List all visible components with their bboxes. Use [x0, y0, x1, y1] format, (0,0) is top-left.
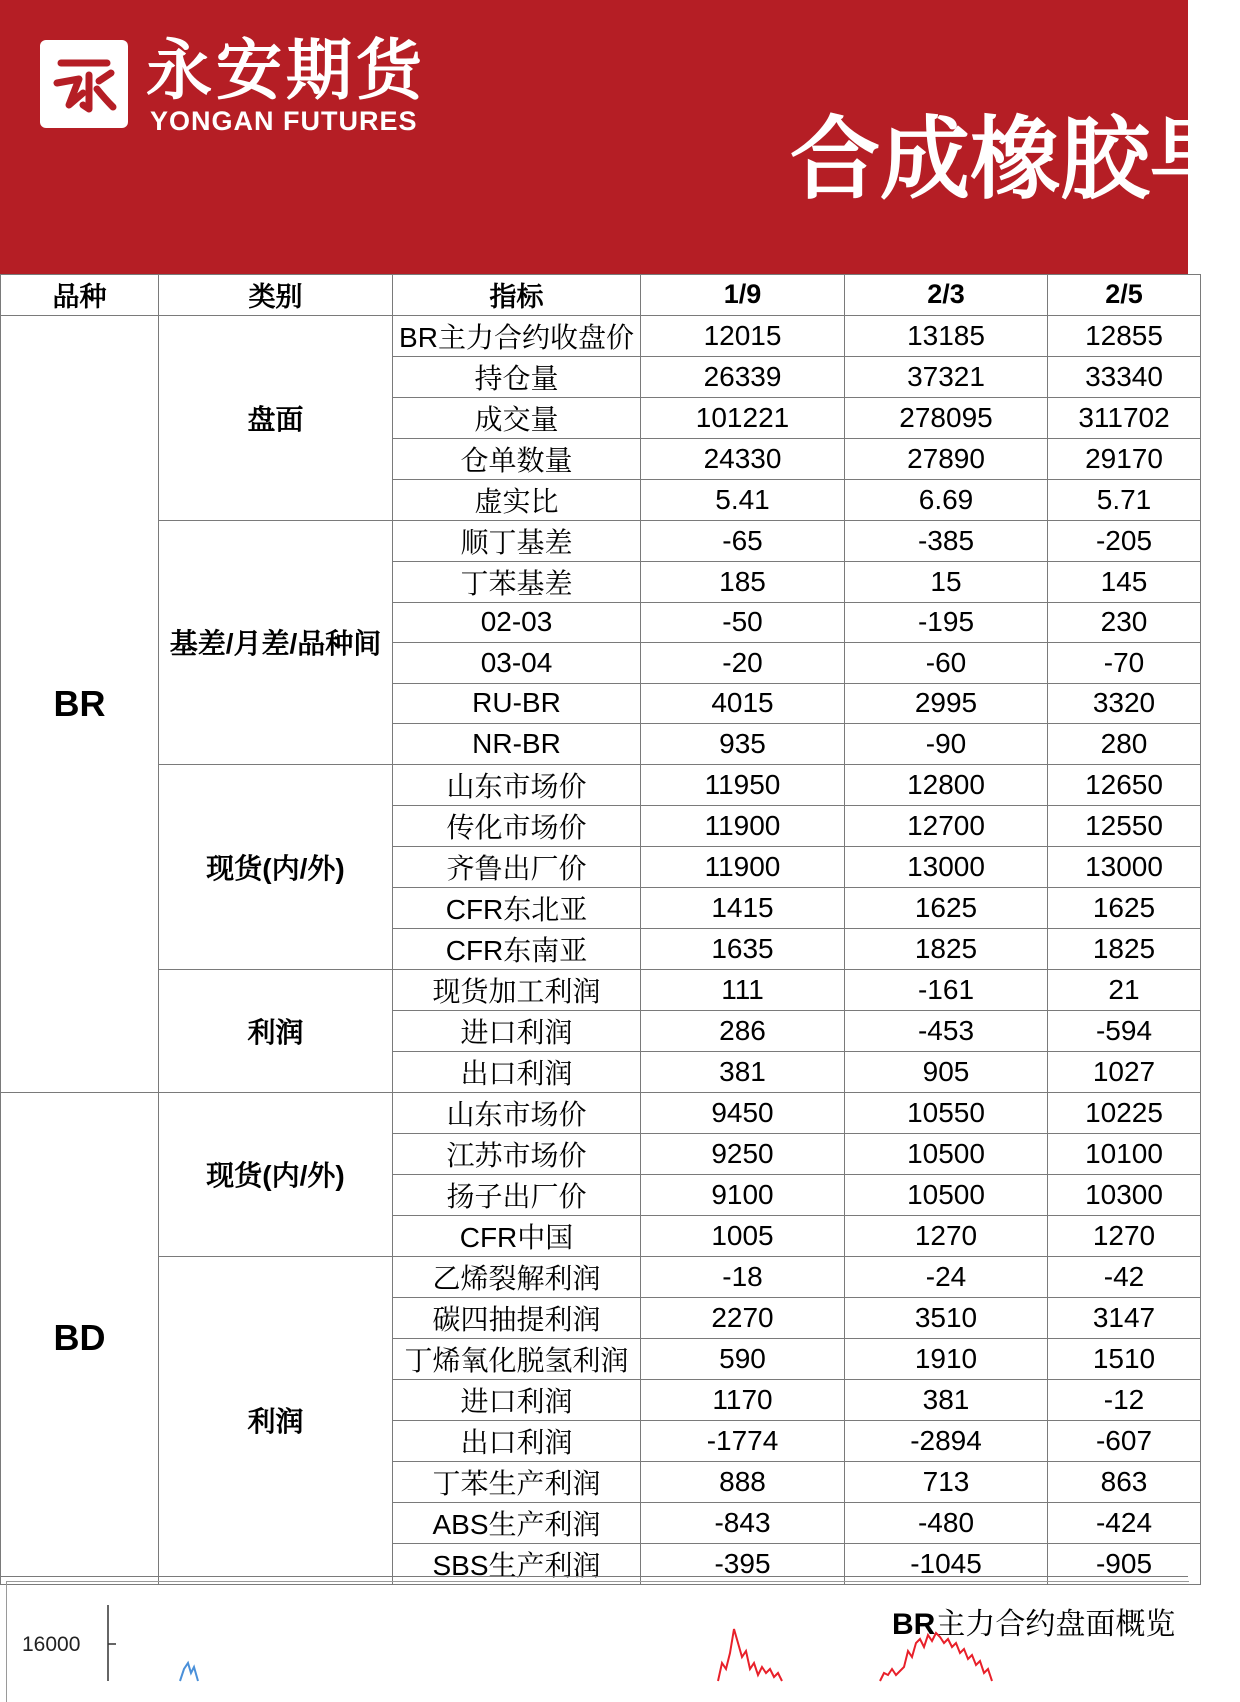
value-cell: 11950 — [641, 764, 845, 805]
series-red-line-b — [880, 1633, 992, 1681]
value-cell: 278095 — [845, 397, 1048, 438]
table-row — [1, 1092, 1201, 1133]
value-cell: 3510 — [845, 1297, 1048, 1338]
column-header: 1/9 — [641, 275, 845, 316]
chart-preview — [0, 1576, 1188, 1681]
value-cell: -12 — [1048, 1379, 1201, 1420]
value-cell: 888 — [641, 1461, 845, 1502]
value-cell: 1825 — [845, 928, 1048, 969]
indicator-cell: 持仓量 — [393, 356, 641, 397]
table-row — [1, 969, 1201, 1010]
brand-name-cn: 永安期货 — [146, 33, 426, 107]
indicator-cell: 出口利润 — [393, 1051, 641, 1092]
indicator-cell: 传化市场价 — [393, 805, 641, 846]
indicator-cell: 扬子出厂价 — [393, 1174, 641, 1215]
value-cell: 12855 — [1048, 315, 1201, 356]
indicator-cell: 仓单数量 — [393, 438, 641, 479]
value-cell: 1005 — [641, 1215, 845, 1256]
value-cell: 12550 — [1048, 805, 1201, 846]
value-cell: 1510 — [1048, 1338, 1201, 1379]
value-cell: -453 — [845, 1010, 1048, 1051]
category-cell: 现货(内/外) — [159, 764, 393, 969]
indicator-cell: 进口利润 — [393, 1379, 641, 1420]
value-cell: 9450 — [641, 1092, 845, 1133]
value-cell: -1774 — [641, 1420, 845, 1461]
value-cell: -607 — [1048, 1420, 1201, 1461]
y-tick-label: 16000 — [22, 1633, 81, 1656]
value-cell: -905 — [1048, 1543, 1201, 1584]
value-cell: 2270 — [641, 1297, 845, 1338]
value-cell: -843 — [641, 1502, 845, 1543]
indicator-cell: 乙烯裂解利润 — [393, 1256, 641, 1297]
indicator-cell: 顺丁基差 — [393, 520, 641, 561]
value-cell: -195 — [845, 602, 1048, 643]
value-cell: 590 — [641, 1338, 845, 1379]
value-cell: 12800 — [845, 764, 1048, 805]
product-cell: BD — [1, 1092, 159, 1584]
chart-lines — [0, 1577, 1188, 1681]
indicator-cell: 丁苯生产利润 — [393, 1461, 641, 1502]
indicator-cell: 虚实比 — [393, 479, 641, 520]
value-cell: 1270 — [1048, 1215, 1201, 1256]
value-cell: 101221 — [641, 397, 845, 438]
value-cell: 13185 — [845, 315, 1048, 356]
value-cell: 5.41 — [641, 479, 845, 520]
value-cell: -90 — [845, 724, 1048, 765]
value-cell: -385 — [845, 520, 1048, 561]
table-row — [1, 315, 1201, 356]
value-cell: 13000 — [845, 846, 1048, 887]
value-cell: 905 — [845, 1051, 1048, 1092]
indicator-cell: RU-BR — [393, 683, 641, 724]
value-cell: 3320 — [1048, 683, 1201, 724]
value-cell: 9100 — [641, 1174, 845, 1215]
indicator-cell: CFR中国 — [393, 1215, 641, 1256]
category-cell: 利润 — [159, 969, 393, 1092]
indicator-cell: 进口利润 — [393, 1010, 641, 1051]
value-cell: 13000 — [1048, 846, 1201, 887]
value-cell: 26339 — [641, 356, 845, 397]
value-cell: 37321 — [845, 356, 1048, 397]
indicator-cell: 丁苯基差 — [393, 561, 641, 602]
table-header-row — [1, 275, 1201, 316]
header-banner — [0, 0, 1240, 274]
value-cell: 1625 — [1048, 887, 1201, 928]
indicator-cell: 山东市场价 — [393, 764, 641, 805]
value-cell: 11900 — [641, 846, 845, 887]
indicator-cell: 出口利润 — [393, 1420, 641, 1461]
value-cell: 6.69 — [845, 479, 1048, 520]
chart-title-code: BR — [892, 1608, 936, 1641]
value-cell: 12650 — [1048, 764, 1201, 805]
value-cell: 1170 — [641, 1379, 845, 1420]
indicator-cell: 02-03 — [393, 602, 641, 643]
indicator-cell: 成交量 — [393, 397, 641, 438]
column-header: 2/3 — [845, 275, 1048, 316]
category-cell: 利润 — [159, 1256, 393, 1584]
category-cell: 基差/月差/品种间 — [159, 520, 393, 764]
indicator-cell: BR主力合约收盘价 — [393, 315, 641, 356]
value-cell: 935 — [641, 724, 845, 765]
value-cell: 185 — [641, 561, 845, 602]
indicator-cell: 碳四抽提利润 — [393, 1297, 641, 1338]
value-cell: -70 — [1048, 643, 1201, 684]
indicator-cell: CFR东南亚 — [393, 928, 641, 969]
value-cell: -24 — [845, 1256, 1048, 1297]
value-cell: -2894 — [845, 1420, 1048, 1461]
value-cell: -60 — [845, 643, 1048, 684]
value-cell: 1415 — [641, 887, 845, 928]
value-cell: 5.71 — [1048, 479, 1201, 520]
indicator-cell: 山东市场价 — [393, 1092, 641, 1133]
value-cell: 33340 — [1048, 356, 1201, 397]
value-cell: 1027 — [1048, 1051, 1201, 1092]
value-cell: 27890 — [845, 438, 1048, 479]
value-cell: 863 — [1048, 1461, 1201, 1502]
indicator-cell: 江苏市场价 — [393, 1133, 641, 1174]
value-cell: 713 — [845, 1461, 1048, 1502]
value-cell: 3147 — [1048, 1297, 1201, 1338]
value-cell: 24330 — [641, 438, 845, 479]
table-row — [1, 1256, 1201, 1297]
value-cell: 145 — [1048, 561, 1201, 602]
value-cell: 1635 — [641, 928, 845, 969]
value-cell: 381 — [641, 1051, 845, 1092]
value-cell: -205 — [1048, 520, 1201, 561]
product-cell: BR — [1, 315, 159, 1092]
indicator-cell: 齐鲁出厂价 — [393, 846, 641, 887]
series-red-line-a — [718, 1629, 782, 1681]
value-cell: 15 — [845, 561, 1048, 602]
value-cell: 10550 — [845, 1092, 1048, 1133]
indicator-cell: NR-BR — [393, 724, 641, 765]
value-cell: 29170 — [1048, 438, 1201, 479]
value-cell: -50 — [641, 602, 845, 643]
column-header: 2/5 — [1048, 275, 1201, 316]
indicator-cell: ABS生产利润 — [393, 1502, 641, 1543]
value-cell: 12700 — [845, 805, 1048, 846]
indicator-cell: 03-04 — [393, 643, 641, 684]
value-cell: 1625 — [845, 887, 1048, 928]
value-cell: 230 — [1048, 602, 1201, 643]
data-table — [0, 274, 1201, 1585]
indicator-cell: 现货加工利润 — [393, 969, 641, 1010]
indicator-cell: CFR东北亚 — [393, 887, 641, 928]
value-cell: 1910 — [845, 1338, 1048, 1379]
value-cell: 21 — [1048, 969, 1201, 1010]
table-row — [1, 764, 1201, 805]
value-cell: 280 — [1048, 724, 1201, 765]
value-cell: 311702 — [1048, 397, 1201, 438]
value-cell: 10300 — [1048, 1174, 1201, 1215]
value-cell: -18 — [641, 1256, 845, 1297]
column-header: 品种 — [1, 275, 159, 316]
value-cell: -42 — [1048, 1256, 1201, 1297]
value-cell: 111 — [641, 969, 845, 1010]
value-cell: 286 — [641, 1010, 845, 1051]
value-cell: -161 — [845, 969, 1048, 1010]
chart-title-text: 主力合约盘面概览 — [935, 1608, 1176, 1641]
value-cell: -20 — [641, 643, 845, 684]
series-blue-line — [180, 1663, 198, 1681]
value-cell: 1825 — [1048, 928, 1201, 969]
column-header: 类别 — [159, 275, 393, 316]
brand-name-en: YONGAN FUTURES — [150, 106, 418, 136]
value-cell: 381 — [845, 1379, 1048, 1420]
indicator-cell: 丁烯氧化脱氢利润 — [393, 1338, 641, 1379]
value-cell: 4015 — [641, 683, 845, 724]
value-cell: -1045 — [845, 1543, 1048, 1584]
yongan-logo-icon — [40, 40, 128, 128]
value-cell: 9250 — [641, 1133, 845, 1174]
value-cell: 11900 — [641, 805, 845, 846]
value-cell: 10100 — [1048, 1133, 1201, 1174]
column-header: 指标 — [393, 275, 641, 316]
category-cell: 现货(内/外) — [159, 1092, 393, 1256]
value-cell: 12015 — [641, 315, 845, 356]
value-cell: 10225 — [1048, 1092, 1201, 1133]
value-cell: -480 — [845, 1502, 1048, 1543]
value-cell: -594 — [1048, 1010, 1201, 1051]
value-cell: 2995 — [845, 683, 1048, 724]
report-title: 合成橡胶早 — [790, 110, 1240, 210]
value-cell: -424 — [1048, 1502, 1201, 1543]
value-cell: 10500 — [845, 1174, 1048, 1215]
value-cell: -395 — [641, 1543, 845, 1584]
value-cell: -65 — [641, 520, 845, 561]
table-row — [1, 520, 1201, 561]
category-cell: 盘面 — [159, 315, 393, 520]
value-cell: 1270 — [845, 1215, 1048, 1256]
indicator-cell: SBS生产利润 — [393, 1543, 641, 1584]
value-cell: 10500 — [845, 1133, 1048, 1174]
